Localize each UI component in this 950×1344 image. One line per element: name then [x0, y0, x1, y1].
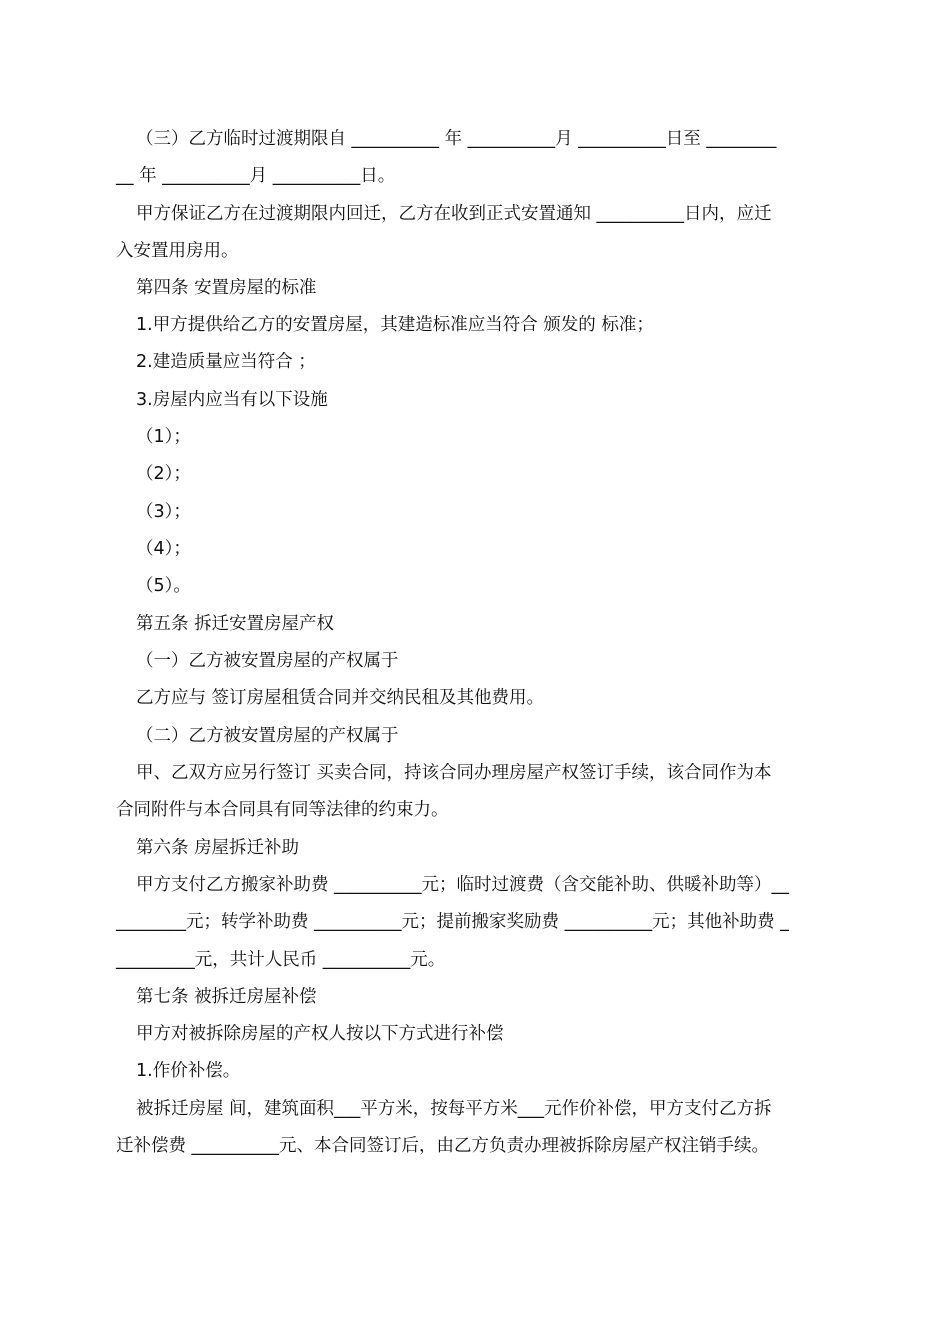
article-4-item-1: 1.甲方提供给乙方的安置房屋，其建造标准应当符合 颁发的 标准； [136, 315, 654, 335]
article-5-heading: 第五条 拆迁安置房屋产权 [136, 614, 335, 634]
transition-period-line-1: （三）乙方临时过渡期限自 __________ 年 __________月 __________日至 ________ [136, 129, 777, 149]
article-4-item-2: 2.建造质量应当符合 ； [136, 352, 316, 372]
facility-item-4: （4）； [136, 539, 191, 559]
facility-item-1: （1）； [136, 427, 191, 447]
article-6-heading: 第六条 房屋拆迁补助 [136, 838, 300, 858]
article-6-text-2: ________元；转学补助费 __________元；提前搬家奖励费 __________元；其他补助费 _ [116, 912, 789, 932]
article-7-item-1-text-2: 迁补偿费 __________元、本合同签订后，由乙方负责办理被拆除房屋产权注销手续。 [116, 1136, 770, 1156]
article-7-item-1: 1.作价补偿。 [136, 1061, 241, 1081]
article-6-text-3: _________元，共计人民币 __________元。 [116, 950, 446, 970]
facility-item-3: （3）； [136, 502, 191, 522]
article-5-clause-2-text-1: 甲、乙双方应另行签订 买卖合同，持该合同办理房屋产权签订手续，该合同作为本 [136, 763, 772, 783]
article-5-clause-1-text: 乙方应与 签订房屋租赁合同并交纳民租及其他费用。 [136, 688, 545, 708]
article-4-heading: 第四条 安置房屋的标准 [136, 278, 317, 298]
return-guarantee-line-1: 甲方保证乙方在过渡期限内回迁，乙方在收到正式安置通知 __________日内，应迁 [136, 204, 772, 224]
article-7-item-1-text-1: 被拆迁房屋 间，建筑面积___平方米，按每平方米___元作价补偿，甲方支付乙方拆 [136, 1099, 772, 1119]
article-5-clause-1: （一）乙方被安置房屋的产权属于 [136, 651, 399, 671]
article-6-text-1: 甲方支付乙方搬家补助费 __________元；临时过渡费（含交能补助、供暖补助等）__ [136, 875, 790, 895]
transition-period-line-2: __ 年 __________月 __________日。 [116, 166, 396, 186]
facility-item-5: （5）。 [136, 576, 191, 596]
return-guarantee-line-2: 入安置用房用。 [116, 241, 239, 261]
article-5-clause-2: （二）乙方被安置房屋的产权属于 [136, 726, 399, 746]
article-7-text: 甲方对被拆除房屋的产权人按以下方式进行补偿 [136, 1024, 504, 1044]
article-4-item-3: 3.房屋内应当有以下设施 [136, 390, 328, 410]
article-5-clause-2-text-2: 合同附件与本合同具有同等法律的约束力。 [116, 800, 449, 820]
article-7-heading: 第七条 被拆迁房屋补偿 [136, 987, 317, 1007]
facility-item-2: （2）； [136, 464, 191, 484]
